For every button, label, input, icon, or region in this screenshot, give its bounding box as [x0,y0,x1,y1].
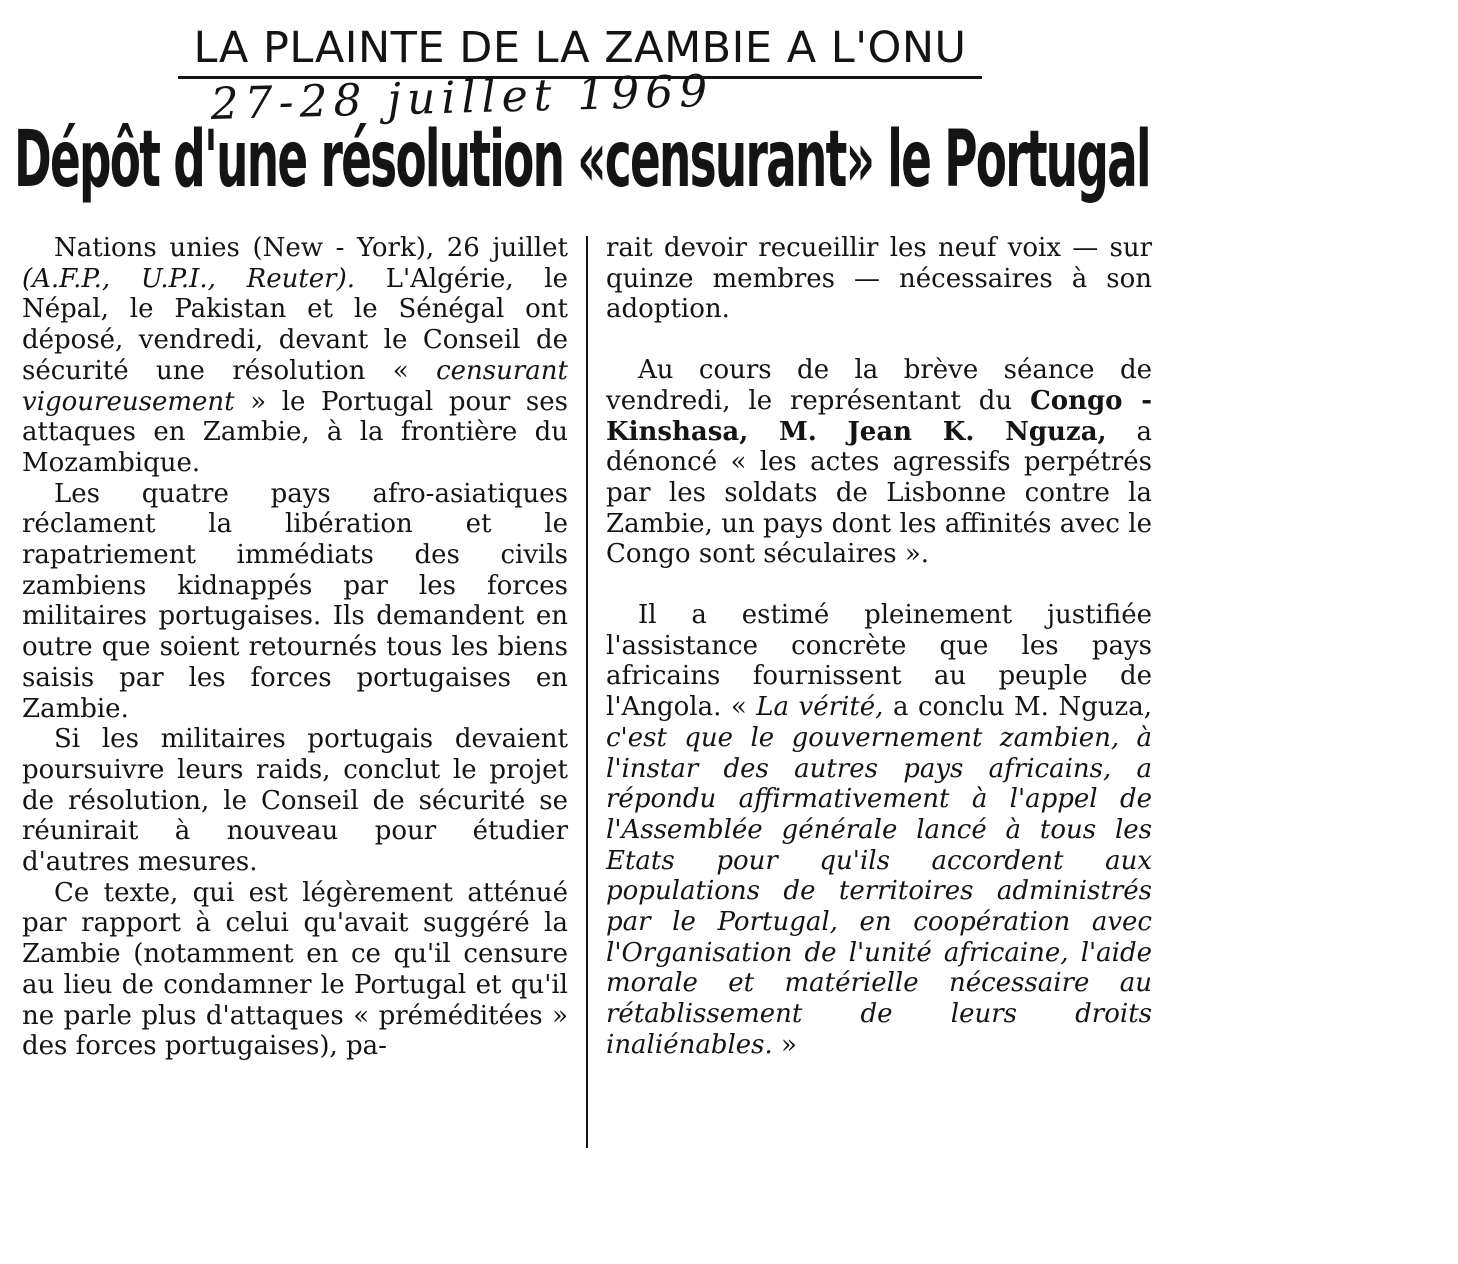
paragraph-dateline [22,233,568,479]
paragraph-statement [606,600,1152,1061]
headline-text: Dépôt d'une résolution «censurant» le Portugal [14,115,1150,205]
quote-body: c'est que le gouvernement zambien, à l'instar des autres pays africains, a répondu affirmativement à l'appel de l'Assemblée générale lancé à tous les Etats pour qu'ils accordent aux populations de territoires administrés par le Portugal, en coopération avec l'Organisation de l'unité africaine, l'aide morale et matérielle nécessaire au rétablissement de leurs droits inaliénables. [606,722,1152,1060]
article-column-left [22,233,568,1062]
paragraph-text: a dénoncé « les actes agressifs perpétrés par les soldats de Lisbonne contre la Zambie, un pays dont les affinités avec le Congo sont séculaires ». [606,416,1152,570]
paragraph-text: a conclu M. Nguza, [883,692,1152,723]
quote-start: La vérité, [756,692,884,723]
article-headline [14,108,1150,212]
paragraph-text: Il a estimé pleinement justifiée l'assistance concrète que les pays africains fournissent au peuple de l'Angola. « [606,600,1152,723]
column-divider [586,236,588,1148]
paragraph-text: Au cours de la brève séance de vendredi, le représentant du [606,355,1152,416]
article-column-right [606,233,1152,1061]
paragraph-session [606,355,1152,570]
paragraph-text: L'Algérie, le Népal, le Pakistan et le Sénégal ont déposé, vendredi, devant le Conseil de sécurité une résolution « [22,263,568,386]
paragraph-text-comparison: Ce texte, qui est légèrement atténué par rapport à celui qu'avait suggéré la Zambie (notamment en ce qu'il censure au lieu de condamner le Portugal et qu'il ne parle plus d'attaques « préméditées » des forces portugaises), pa- [22,877,568,1062]
quote-close: » [772,1029,797,1060]
paragraph-text: » le Portugal pour ses attaques en Zambie, à la frontière du Mozambique. [22,386,568,478]
dateline-agencies: (A.F.P., U.P.I., Reuter). [22,263,356,294]
paragraph-conclusion: Si les militaires portugais devaient poursuivre leurs raids, conclut le projet de résolution, le Conseil de sécurité se réunirait à nouveau pour étudier d'autres mesures. [22,724,568,878]
handwritten-date-annotation: 27-28 juillet 1969 [209,65,714,130]
dateline-place: Nations unies (New - York), 26 juillet [54,233,568,263]
quoted-phrase: censurant vigoureusement [22,355,568,417]
paragraph-demands: Les quatre pays afro-asiatiques réclament la libération et le rapatriement immédiats des civils zambiens kidnappés par les forces militaires portugaises. Ils demandent en outre que soient retournés tous les biens saisis par les forces portugaises en Zambie. [22,478,568,724]
representative-name: Congo - Kinshasa, M. Jean K. Nguza, [606,385,1152,447]
paragraph-continuation: rait devoir recueillir les neuf voix — sur quinze membres — nécessaires à son adoption. [606,233,1152,325]
article-kicker: LA PLAINTE DE LA ZAMBIE A L'ONU [193,23,967,73]
